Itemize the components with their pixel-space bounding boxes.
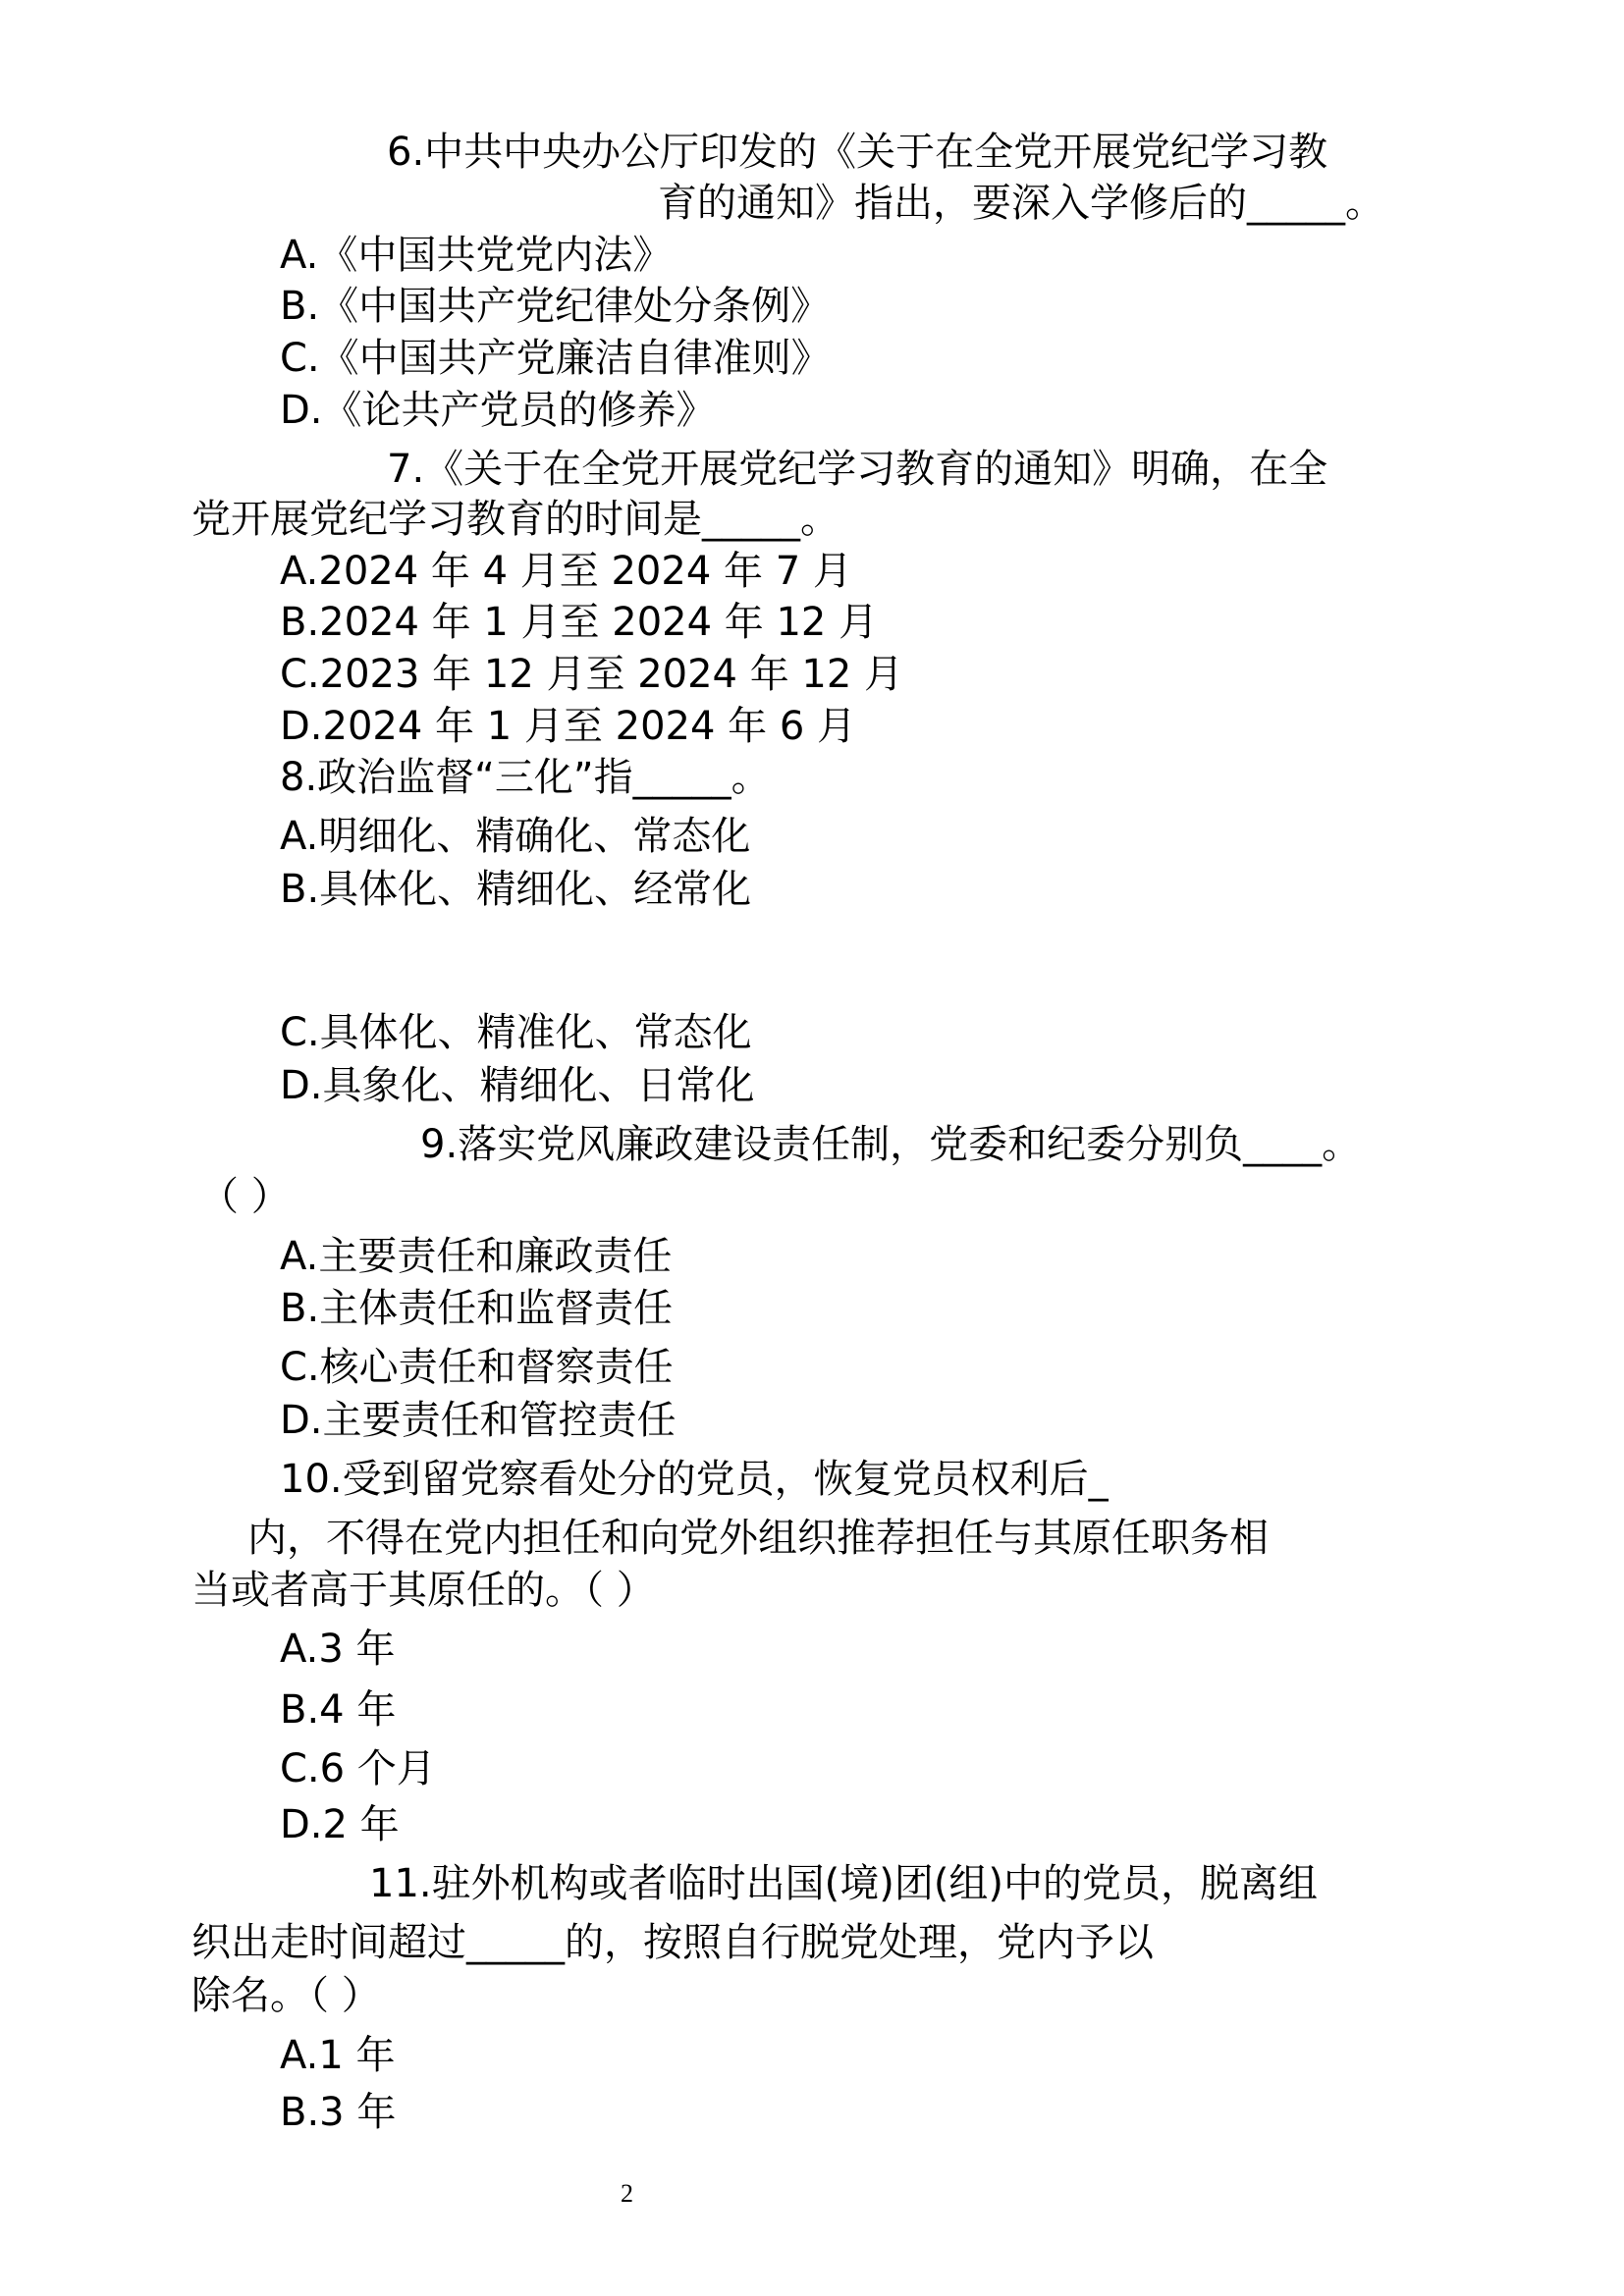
question-7-option-d: D.2024 年 1 月至 2024 年 6 月 bbox=[280, 704, 857, 749]
question-9-line-1: 9.落实党风廉政建设责任制，党委和纪委分别负____。 bbox=[420, 1122, 1362, 1167]
question-8-line-1: 8.政治监督“三化”指_____。 bbox=[280, 755, 771, 800]
question-9-line-2: （ ） bbox=[199, 1174, 291, 1219]
question-10-option-d: D.2 年 bbox=[280, 1802, 400, 1847]
question-11-line-1: 11.驻外机构或者临时出国(境)团(组)中的党员，脱离组 bbox=[369, 1861, 1319, 1906]
question-7-line-1: 7.《关于在全党开展党纪学习教育的通知》明确，在全 bbox=[387, 447, 1328, 492]
question-8-option-b: B.具体化、精细化、经常化 bbox=[280, 867, 752, 912]
page-number: 2 bbox=[621, 2179, 633, 2208]
question-11-line-2: 织出走时间超过_____的，按照自行脱党处理，党内予以 bbox=[191, 1920, 1154, 1965]
question-11-line-3: 除名。（ ） bbox=[191, 1973, 381, 2018]
question-6-option-d: D.《论共产党员的修养》 bbox=[280, 388, 716, 433]
question-9-option-d: D.主要责任和管控责任 bbox=[280, 1398, 677, 1443]
question-6-option-b: B.《中国共产党纪律处分条例》 bbox=[280, 284, 831, 329]
question-7-line-2: 党开展党纪学习教育的时间是_____。 bbox=[191, 497, 839, 542]
question-10-line-3: 当或者高于其原任的。（ ） bbox=[191, 1568, 656, 1613]
question-6-option-c: C.《中国共产党廉洁自律准则》 bbox=[280, 336, 831, 381]
question-8-option-a: A.明细化、精确化、常态化 bbox=[280, 814, 751, 859]
question-10-option-b: B.4 年 bbox=[280, 1687, 397, 1733]
question-11-option-a: A.1 年 bbox=[280, 2033, 396, 2078]
question-6-option-a: A.《中国共党党内法》 bbox=[280, 233, 673, 278]
question-10-line-2: 内，不得在党内担任和向党外组织推荐担任与其原任职务相 bbox=[247, 1516, 1269, 1561]
question-6-line-1: 6.中共中央办公厅印发的《关于在全党开展党纪学习教 bbox=[387, 130, 1328, 175]
question-9-option-a: A.主要责任和廉政责任 bbox=[280, 1234, 673, 1279]
question-7-option-b: B.2024 年 1 月至 2024 年 12 月 bbox=[280, 600, 879, 645]
question-10-option-c: C.6 个月 bbox=[280, 1746, 436, 1791]
question-6-line-2: 育的通知》指出，要深入学修后的_____。 bbox=[658, 181, 1384, 226]
question-10-line-1: 10.受到留党察看处分的党员，恢复党员权利后_ bbox=[280, 1457, 1109, 1502]
question-9-option-b: B.主体责任和监督责任 bbox=[280, 1286, 674, 1331]
question-11-option-b: B.3 年 bbox=[280, 2090, 397, 2135]
question-7-option-c: C.2023 年 12 月至 2024 年 12 月 bbox=[280, 652, 904, 697]
question-7-option-a: A.2024 年 4 月至 2024 年 7 月 bbox=[280, 549, 852, 594]
question-9-option-c: C.核心责任和督察责任 bbox=[280, 1345, 674, 1390]
question-8-option-c: C.具体化、精准化、常态化 bbox=[280, 1010, 752, 1055]
question-8-option-d: D.具象化、精细化、日常化 bbox=[280, 1063, 755, 1108]
question-10-option-a: A.3 年 bbox=[280, 1627, 396, 1672]
